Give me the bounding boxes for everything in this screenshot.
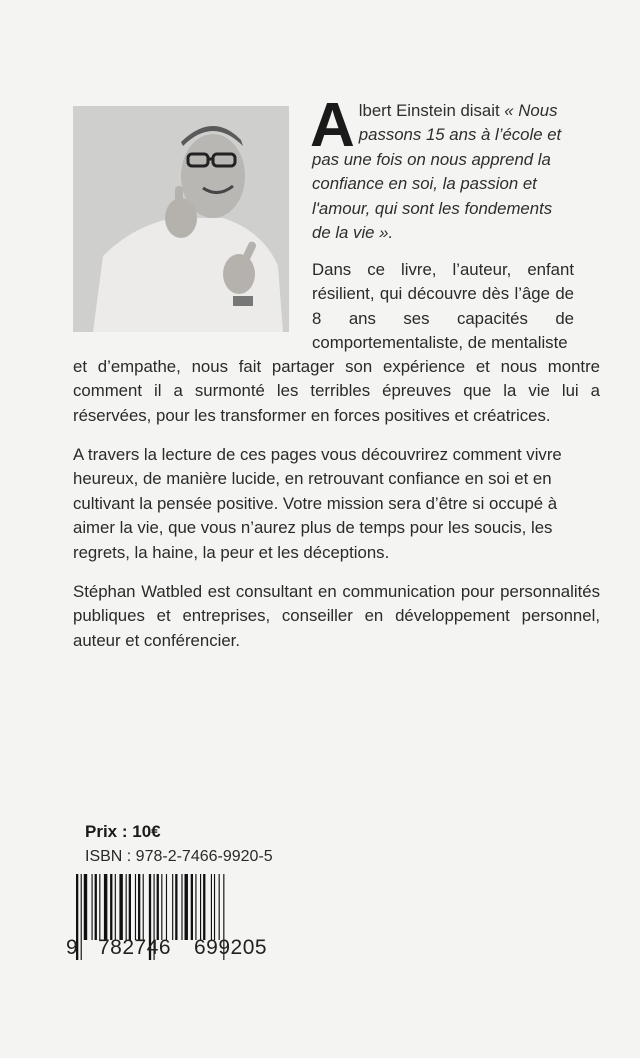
barcode-bar [200, 874, 201, 940]
quote-intro: lbert Einstein disait [358, 101, 505, 120]
barcode-bar [185, 874, 188, 940]
barcode-left-digits: 782746 [98, 936, 172, 959]
barcode-bar [110, 874, 112, 940]
barcode-bar [211, 874, 212, 940]
barcode-bar [195, 874, 196, 940]
isbn-label: ISBN : 978-2-7466-9920-5 [85, 848, 273, 865]
barcode-bar [191, 874, 193, 940]
drop-cap: A [310, 91, 355, 160]
barcode-bar [115, 874, 116, 940]
barcode-bar [181, 874, 182, 940]
barcode-bar [143, 874, 144, 940]
barcode-bar [81, 874, 82, 960]
paragraph-book-promise: A travers la lecture de ces pages vous découvrirez comment vivre heureux, de manière lucide, en retrouvant confiance en soi et en cultivant la pensée positive. Votre mission sera d’être si occupé à aimer la vie, que vous n’aurez plus de temps pour les soucis, les regrets, la haine, la peur et les déceptions. [73, 445, 562, 562]
author-portrait-icon [73, 106, 289, 332]
barcode-bar [99, 874, 100, 940]
barcode-bar [172, 874, 173, 940]
barcode-bar [95, 874, 97, 940]
paragraph-author-intro: Dans ce livre, l’auteur, enfant résilient, qui découvre dès l’âge de 8 ans ses capacités de comportementaliste, de mentaliste [312, 260, 574, 353]
barcode-bar [203, 874, 205, 940]
barcode-bar [84, 874, 87, 940]
barcode-bar [157, 874, 159, 940]
barcode-right-digits: 699205 [194, 936, 268, 959]
price-label: Prix : 10€ [85, 822, 161, 841]
barcode-bar [175, 874, 177, 940]
barcode-bar [135, 874, 136, 940]
author-photo [73, 106, 289, 332]
barcode-bar [119, 874, 122, 940]
barcode-bar [166, 874, 167, 940]
barcode-bar [126, 874, 127, 940]
quote-text: « Nous passons 15 ans à l’école et pas une fois on nous apprend la confiance en soi, la passion et l'amour, qui sont les fondements de la vie ». [312, 101, 562, 243]
einstein-quote [310, 91, 574, 245]
paragraph-author-intro-continued: et d’empathe, nous fait partager son expérience et nous montre comment il a surmonté les terribles épreuves que la vie lui a réservées, pour les transformer en forces positives et créatrices. [73, 357, 600, 425]
barcode-bar [138, 874, 140, 940]
barcode-bar [161, 874, 162, 940]
barcode-bar [214, 874, 215, 940]
paragraph-author-bio: Stéphan Watbled est consultant en communication pour personnalités publiques et entreprises, conseiller en développement personnel, auteur et conférencier. [73, 582, 600, 650]
barcode-bar [219, 874, 220, 940]
barcode-bar [129, 874, 131, 940]
barcode-bar [92, 874, 93, 940]
barcode-bar [104, 874, 107, 940]
barcode-first-digit: 9 [66, 936, 78, 959]
